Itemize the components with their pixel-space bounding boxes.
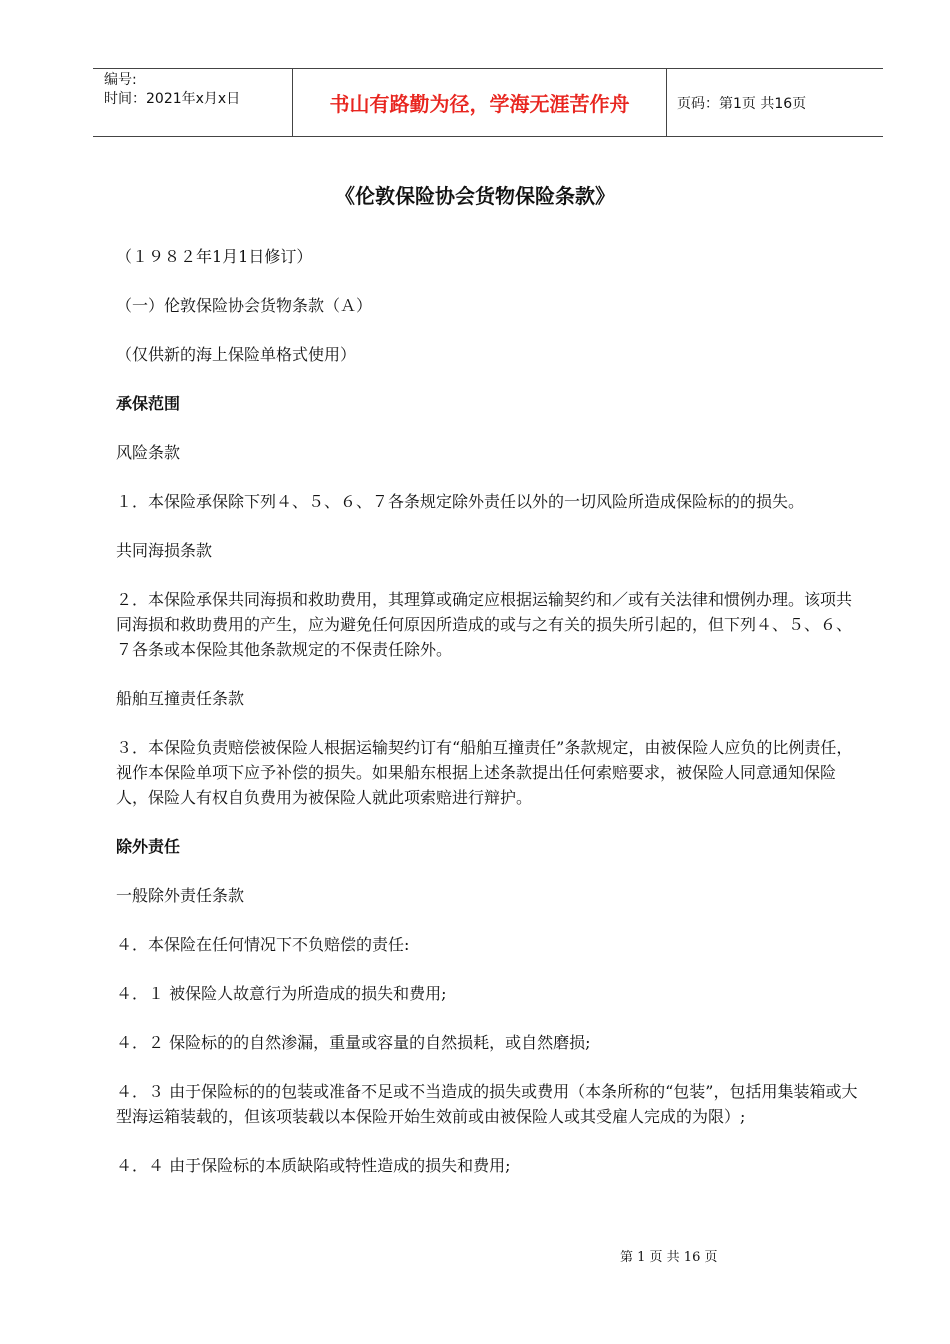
header-meta xyxy=(93,69,293,136)
paragraph: ３．本保险负责赔偿被保险人根据运输契约订有“船舶互撞责任”条款规定，由被保险人应负的比例责任，视作本保险单项下应予补偿的损失。如果船东根据上述条款提出任何索赔要求，被保险人同意通知保险人，保险人有权自负费用为被保险人就此项索赔进行辩护。 xyxy=(116,738,853,807)
paragraph: （一）伦敦保险协会货物条款（Ａ） xyxy=(116,296,373,315)
header-page-info: 页码：第1页 共16页 xyxy=(677,95,807,112)
paragraph: （１９８２年1月1日修订） xyxy=(116,247,313,266)
paragraph: １．本保险承保除下列４、５、６、７各条规定除外责任以外的一切风险所造成保险标的的损失。 xyxy=(116,492,805,511)
paragraph: ４．３ 由于保险标的的包装或准备不足或不当造成的损失或费用（本条所称的“包装”，包括用集装箱或大型海运箱装载的，但该项装载以本保险开始生效前或由被保险人或其受雇人完成的为限）; xyxy=(116,1082,858,1126)
paragraph: 共同海损条款 xyxy=(116,541,213,560)
paragraph: 船舶互撞责任条款 xyxy=(116,689,245,708)
paragraph: ２．本保险承保共同海损和救助费用，其理算或确定应根据运输契约和／或有关法律和惯例办理。该项共同海损和救助费用的产生，应为避免任何原因所造成的或与之有关的损失所引起的，但下列４、５、６、７各条或本保险其他条款规定的不保责任除外。 xyxy=(116,590,853,659)
document-title: 《伦敦保险协会货物保险条款》 xyxy=(335,184,615,208)
paragraph: ４．本保险在任何情况下不负赔偿的责任: xyxy=(116,935,410,954)
paragraph: 风险条款 xyxy=(116,443,181,462)
header-motto: 书山有路勤为径，学海无涯苦作舟 xyxy=(293,69,667,136)
document-number-label: 编号: xyxy=(104,72,137,88)
paragraph: ４．４ 由于保险标的本质缺陷或特性造成的损失和费用; xyxy=(116,1156,511,1175)
document-time-label: 时间：2021年x月x日 xyxy=(104,91,241,107)
paragraph: （仅供新的海上保险单格式使用） xyxy=(116,345,357,364)
document-body xyxy=(116,244,866,1202)
section-heading: 承保范围 xyxy=(116,394,181,413)
section-heading: 除外责任 xyxy=(116,837,181,856)
paragraph: ４．１ 被保险人故意行为所造成的损失和费用; xyxy=(116,984,447,1003)
page-footer: 第 1 页 共 16 页 xyxy=(620,1250,718,1265)
page-header xyxy=(93,68,883,137)
paragraph: ４．２ 保险标的的自然渗漏，重量或容量的自然损耗，或自然磨损; xyxy=(116,1033,591,1052)
paragraph: 一般除外责任条款 xyxy=(116,886,245,905)
